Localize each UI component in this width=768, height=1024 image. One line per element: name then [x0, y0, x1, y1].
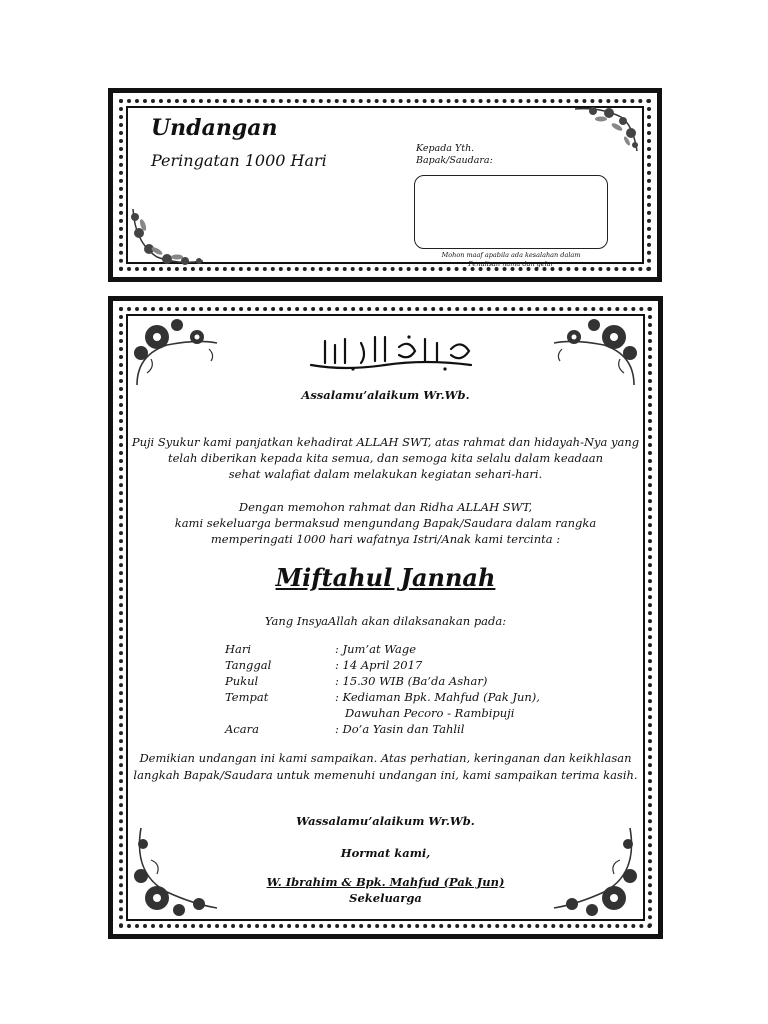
label-tempat: Tempat [225, 690, 269, 704]
closing-greeting: Wassalamu’alaikum Wr.Wb. [296, 814, 475, 828]
bismillah-calligraphy-icon [305, 331, 477, 373]
paragraph2-line2: kami sekeluarga bermaksud mengundang Bapak/Saudara dalam rangka [174, 516, 597, 530]
label-acara: Acara [225, 722, 259, 736]
envelope-title: Undangan [151, 115, 278, 141]
floral-corner-icon [552, 824, 644, 920]
note-line2: Penulisan nama dan gelar [468, 260, 554, 268]
opening-greeting: Assalamu’alaikum Wr.Wb. [301, 388, 470, 402]
signatory-names: W. Ibrahim & Bpk. Mahfud (Pak Jun) [266, 875, 505, 889]
recipient-label [416, 143, 493, 167]
paragraph1-line3: sehat walafiat dalam melakukan kegiatan sehari-hari. [228, 467, 543, 481]
family-label: Sekeluarga [349, 891, 422, 905]
value-hari: : Jum’at Wage [335, 642, 417, 656]
floral-corner-icon [127, 824, 219, 920]
closing-line2: langkah Bapak/Saudara untuk memenuhi undangan ini, kami sampaikan terima kasih. [133, 768, 638, 782]
details-intro: Yang InsyaAllah akan dilaksanakan pada: [264, 614, 507, 628]
paragraph1-line1: Puji Syukur kami panjatkan kehadirat ALLAH SWT, atas rahmat dan hidayah-Nya yang [131, 435, 640, 449]
label-pukul: Pukul [225, 674, 259, 688]
envelope-subtitle: Peringatan 1000 Hari [151, 151, 327, 170]
deceased-name: Miftahul Jannah [275, 563, 496, 592]
label-tanggal: Tanggal [225, 658, 272, 672]
value-tanggal: : 14 April 2017 [335, 658, 423, 672]
recipient-label-line2: Bapak/Saudara: [416, 155, 493, 166]
floral-corner-icon [127, 315, 219, 387]
closing-line1: Demikian undangan ini kami sampaikan. Atas perhatian, keringanan dan keikhlasan [139, 751, 632, 765]
note-line1: Mohon maaf apabila ada kesalahan dalam [441, 251, 581, 259]
floral-corner-icon [127, 203, 207, 267]
value-tempat-line1: : Kediaman Bpk. Mahfud (Pak Jun), [335, 690, 540, 704]
name-apology-note [413, 251, 609, 269]
value-pukul: : 15.30 WIB (Ba’da Ashar) [335, 674, 488, 688]
paragraph1-line2: telah diberikan kepada kita semua, dan semoga kita selalu dalam keadaan [168, 451, 603, 465]
paragraph2-line3: memperingati 1000 hari wafatnya Istri/Anak kami tercinta : [210, 532, 561, 546]
floral-corner-icon [571, 103, 643, 157]
value-acara: : Do’a Yasin dan Tahlil [335, 722, 465, 736]
label-hari: Hari [225, 642, 252, 656]
recipient-label-line1: Kepada Yth. [416, 143, 475, 154]
invitation-letter [108, 296, 663, 939]
recipient-address-box [414, 175, 608, 249]
floral-corner-icon [552, 315, 644, 387]
envelope-card [108, 88, 662, 282]
paragraph2-line1: Dengan memohon rahmat dan Ridha ALLAH SWT, [238, 500, 533, 514]
value-tempat-line2: Dawuhan Pecoro - Rambipuji [345, 706, 515, 720]
regards: Hormat kami, [340, 846, 431, 860]
